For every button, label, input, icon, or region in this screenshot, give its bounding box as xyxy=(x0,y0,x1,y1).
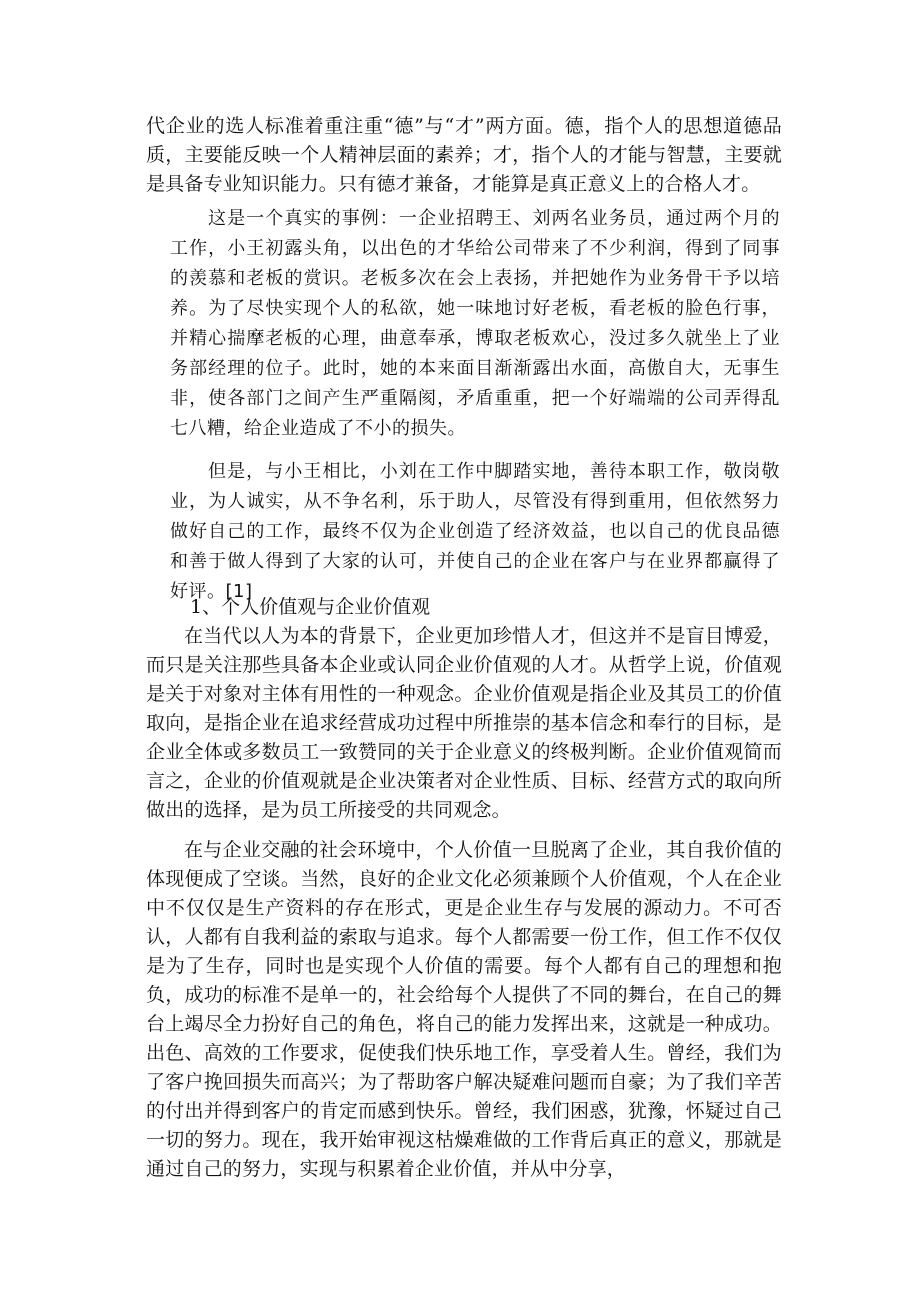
paragraph-selection-criteria: 代企业的选人标准着重注重“德”与“才”两方面。德，指个人的思想道德品质，主要能反映一个人精神层面的素养；才，指个人的才能与智慧，主要就是具备专业知识能力。只有德才兼备，才能算是真正意义上的合格人才。 xyxy=(146,115,782,195)
quote-example-xiaoliu: 但是，与小王相比，小刘在工作中脚踏实地，善待本职工作，敬岗敬业，为人诚实，从不争名利，乐于助人，尽管没有得到重用，但依然努力做好自己的工作，最终不仅为企业创造了经济效益，也以自己的优良品德和善于做人得到了大家的认可，并使自己的企业在客户与在业界都赢得了好评。[1] xyxy=(170,461,780,602)
quote-example-xiaowang: 这是一个真实的事例：一企业招聘王、刘两名业务员，通过两个月的工作，小王初露头角，以出色的才华给公司带来了不少利润，得到了同事的羡慕和老板的赏识。老板多次在会上表扬，并把她作为业务骨干予以培养。为了尽快实现个人的私欲，她一味地讨好老板，看老板的脸色行事，并精心揣摩老板的心理，曲意奉承，博取老板欢心，没过多久就坐上了业务部经理的位子。此时，她的本来面目渐渐露出水面，高傲自大，无事生非，使各部门之间产生严重隔阂，矛盾重重，把一个好端端的公司弄得乱七八糟，给企业造成了不小的损失。 xyxy=(170,208,780,439)
paragraph-personal-values: 在与企业交融的社会环境中，个人价值一旦脱离了企业，其自我价值的体现便成了空谈。当然，良好的企业文化必须兼顾个人价值观，个人在企业中不仅仅是生产资料的存在形式，更是企业生存与发展的源动力。不可否认，人都有自我利益的索取与追求。每个人都需要一份工作，但工作不仅仅是为了生存，同时也是实现个人价值的需要。每个人都有自己的理想和抱负，成功的标准不是单一的，社会给每个人提供了不同的舞台，在自己的舞台上竭尽全力扮好自己的角色，将自己的能力发挥出来，这就是一种成功。出色、高效的工作要求，促使我们快乐地工作，享受着人生。曾经，我们为了客户挽回损失而高兴；为了帮助客户解决疑难问题而自豪；为了我们辛苦的付出并得到客户的肯定而感到快乐。曾经，我们困惑，犹豫，怀疑过自己一切的努力。现在，我开始审视这枯燥难做的工作背后真正的意义，那就是通过自己的努力，实现与积累着企业价值，并从中分享， xyxy=(146,839,782,1180)
paragraph-enterprise-values: 在当代以人为本的背景下，企业更加珍惜人才，但这并不是盲目博爱，而只是关注那些具备本企业或认同企业价值观的人才。从哲学上说，价值观是关于对象对主体有用性的一种观念。企业价值观是指企业及其员工的价值取向，是指企业在追求经营成功过程中所推崇的基本信念和奉行的目标，是企业全体或多数员工一致赞同的关于企业意义的终极判断。企业价值观简而言之，企业的价值观就是企业决策者对企业性质、目标、经营方式的取向所做出的选择，是为员工所接受的共同观念。 xyxy=(146,625,782,821)
section-heading: 1、个人价值观与企业价值观 xyxy=(190,596,431,618)
